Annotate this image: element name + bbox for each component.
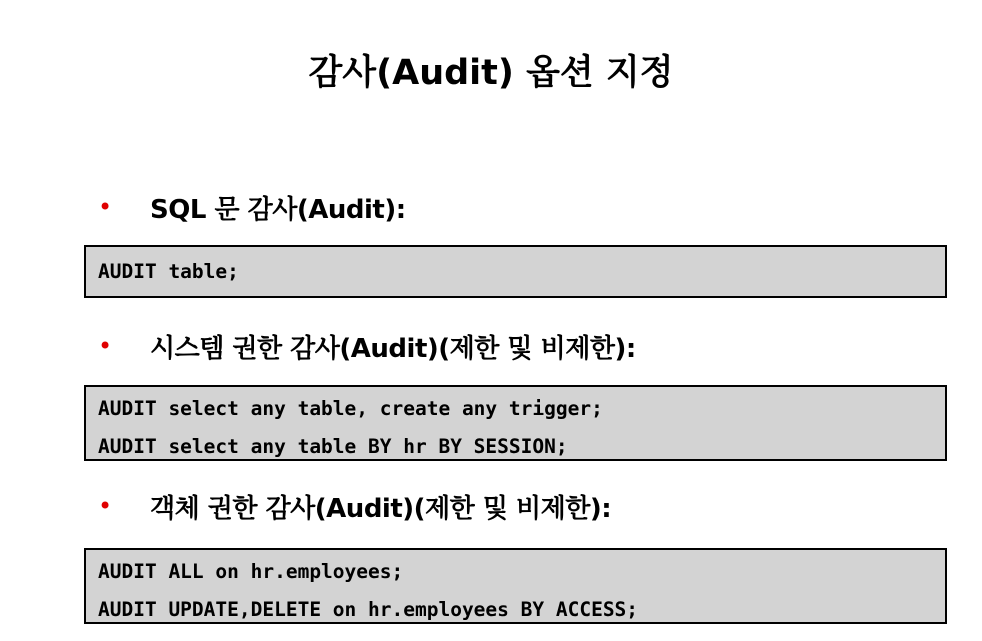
section-object-privilege-audit xyxy=(98,486,611,526)
page-title: 감사(Audit) 옵션 지정 xyxy=(308,53,674,93)
code-line: AUDIT select any table BY hr BY SESSION; xyxy=(98,435,568,458)
section-sql-statement-audit xyxy=(98,187,406,227)
section-system-privilege-audit xyxy=(98,326,636,366)
section-heading: 객체 권한 감사(Audit)(제한 및 비제한): xyxy=(150,493,612,524)
bullet-icon: • xyxy=(98,332,113,360)
code-block-sql-statement-audit xyxy=(84,245,947,298)
code-block-object-privilege-audit xyxy=(84,548,947,624)
code-line: AUDIT table; xyxy=(98,260,239,283)
code-line: AUDIT ALL on hr.employees; xyxy=(98,560,404,583)
section-heading: 시스템 권한 감사(Audit)(제한 및 비제한): xyxy=(150,333,636,364)
bullet-icon: • xyxy=(98,193,113,221)
code-block-system-privilege-audit xyxy=(84,385,947,461)
code-line: AUDIT UPDATE,DELETE on hr.employees BY ACCESS; xyxy=(98,598,639,621)
bullet-icon: • xyxy=(98,492,113,520)
section-heading: SQL 문 감사(Audit): xyxy=(150,194,406,225)
code-line: AUDIT select any table, create any trigger; xyxy=(98,397,603,420)
